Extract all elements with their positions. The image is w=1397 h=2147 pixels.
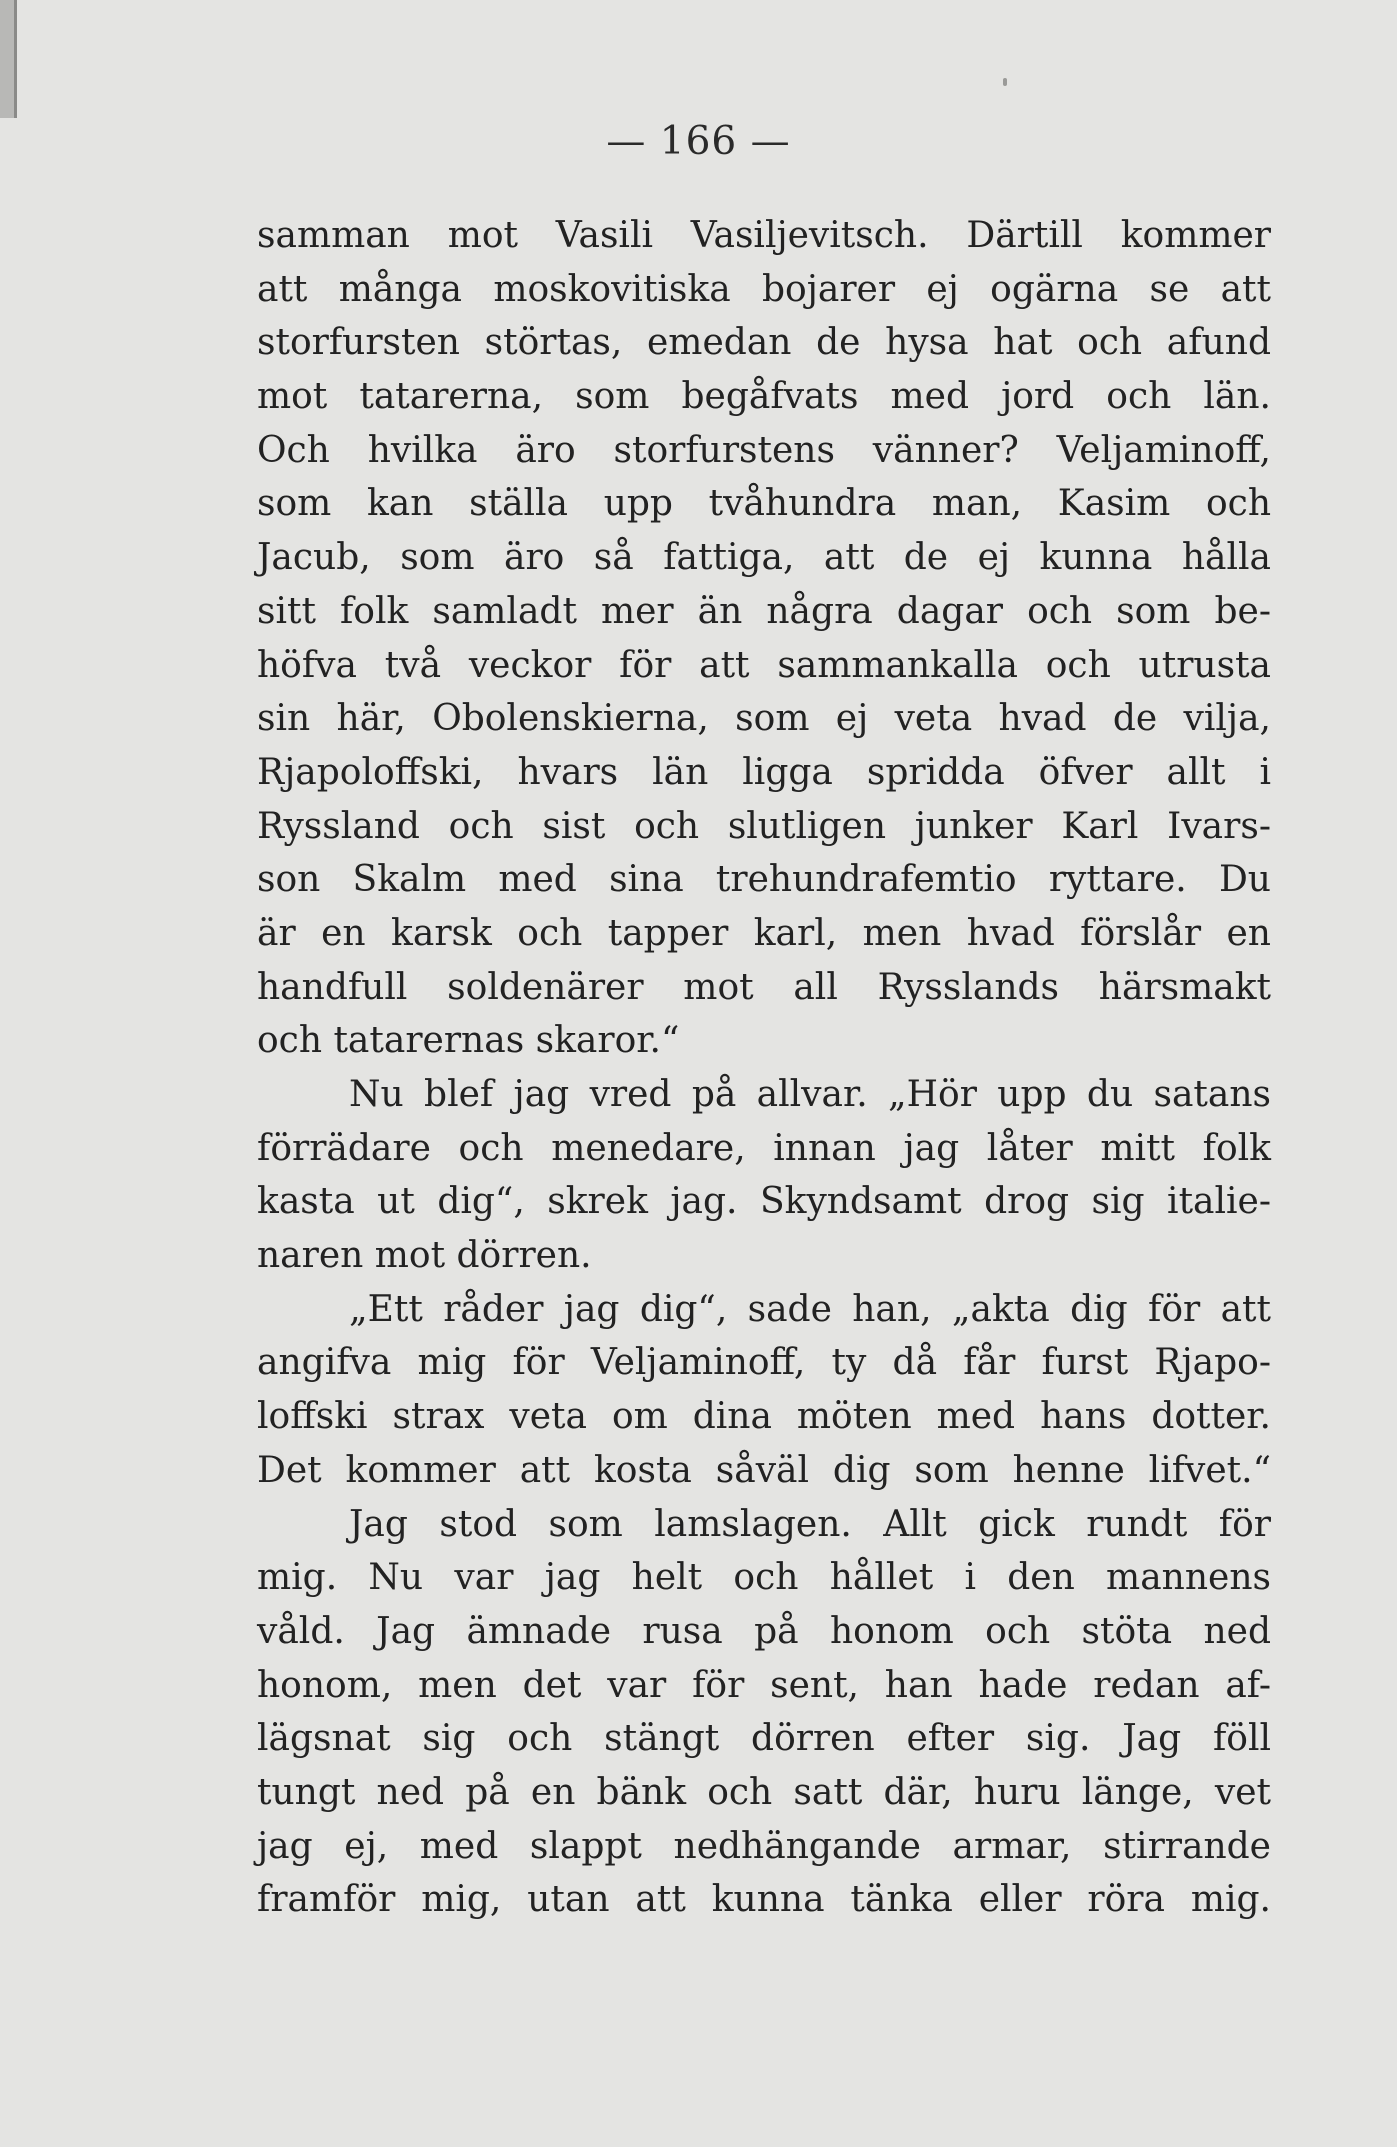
paragraph-end-line: naren mot dörren.: [257, 1235, 592, 1277]
text-line: sitt folk samladt mer än några dagar och som be-: [257, 590, 1271, 632]
paper-speck: [1003, 78, 1007, 86]
scan-edge-line: [14, 0, 17, 118]
text-line: Ryssland och sist och slutligen junker Karl Ivars-: [257, 805, 1271, 847]
paragraph-start-line: Nu blef jag vred på allvar. „Hör upp du satans: [349, 1074, 1271, 1115]
paragraph-end-line: framför mig, utan att kunna tänka eller röra mig.: [257, 1879, 1271, 1921]
text-line: som kan ställa upp tvåhundra man, Kasim och: [257, 483, 1271, 525]
text-line: loffski strax veta om dina möten med hans dotter.: [257, 1396, 1271, 1438]
text-line: Rjapoloffski, hvars län ligga spridda öfver allt i: [257, 751, 1271, 793]
paragraph-end-line: och tatarernas skaror.“: [257, 1020, 680, 1062]
text-line: mig. Nu var jag helt och hållet i den mannens: [257, 1557, 1271, 1599]
page-number: — 166 —: [606, 119, 791, 164]
text-line: tungt ned på en bänk och satt där, huru länge, vet: [257, 1771, 1271, 1813]
text-line: son Skalm med sina trehundrafemtio ryttare. Du: [257, 859, 1271, 901]
text-line: lägsnat sig och stängt dörren efter sig. Jag föll: [257, 1718, 1271, 1760]
text-line: kasta ut dig“, skrek jag. Skyndsamt drog sig italie-: [257, 1181, 1271, 1223]
paragraph-start-line: „Ett råder jag dig“, sade han, „akta dig för att: [349, 1288, 1271, 1330]
text-line: Jacub, som äro så fattiga, att de ej kunna hålla: [257, 537, 1271, 579]
text-line: är en karsk och tapper karl, men hvad förslår en: [257, 912, 1271, 954]
text-line: mot tatarerna, som begåfvats med jord och län.: [257, 376, 1271, 418]
text-line: handfull soldenärer mot all Rysslands härsmakt: [257, 966, 1271, 1008]
text-line: våld. Jag ämnade rusa på honom och stöta ned: [257, 1610, 1271, 1652]
text-line: storfursten störtas, emedan de hysa hat och afund: [257, 322, 1271, 364]
text-line: Och hvilka äro storfurstens vänner? Veljaminoff,: [257, 429, 1271, 471]
scan-left-edge: [0, 0, 14, 118]
text-line: höfva två veckor för att sammankalla och utrusta: [257, 644, 1271, 686]
text-line: samman mot Vasili Vasiljevitsch. Därtill kommer: [257, 215, 1271, 256]
text-line: sin här, Obolenskierna, som ej veta hvad de vilja,: [257, 698, 1271, 740]
text-line: att många moskovitiska bojarer ej ogärna se att: [257, 268, 1271, 310]
text-line: jag ej, med slappt nedhängande armar, stirrande: [257, 1825, 1271, 1867]
body-text: [257, 209, 1271, 1927]
text-line: honom, men det var för sent, han hade redan af-: [257, 1664, 1271, 1706]
text-line: angifva mig för Veljaminoff, ty då får furst Rjapo-: [257, 1342, 1271, 1384]
paragraph-end-line: Det kommer att kosta såväl dig som henne lifvet.“: [257, 1449, 1271, 1491]
text-line: förrädare och menedare, innan jag låter mitt folk: [257, 1127, 1271, 1169]
paragraph-start-line: Jag stod som lamslagen. Allt gick rundt för: [349, 1503, 1271, 1545]
